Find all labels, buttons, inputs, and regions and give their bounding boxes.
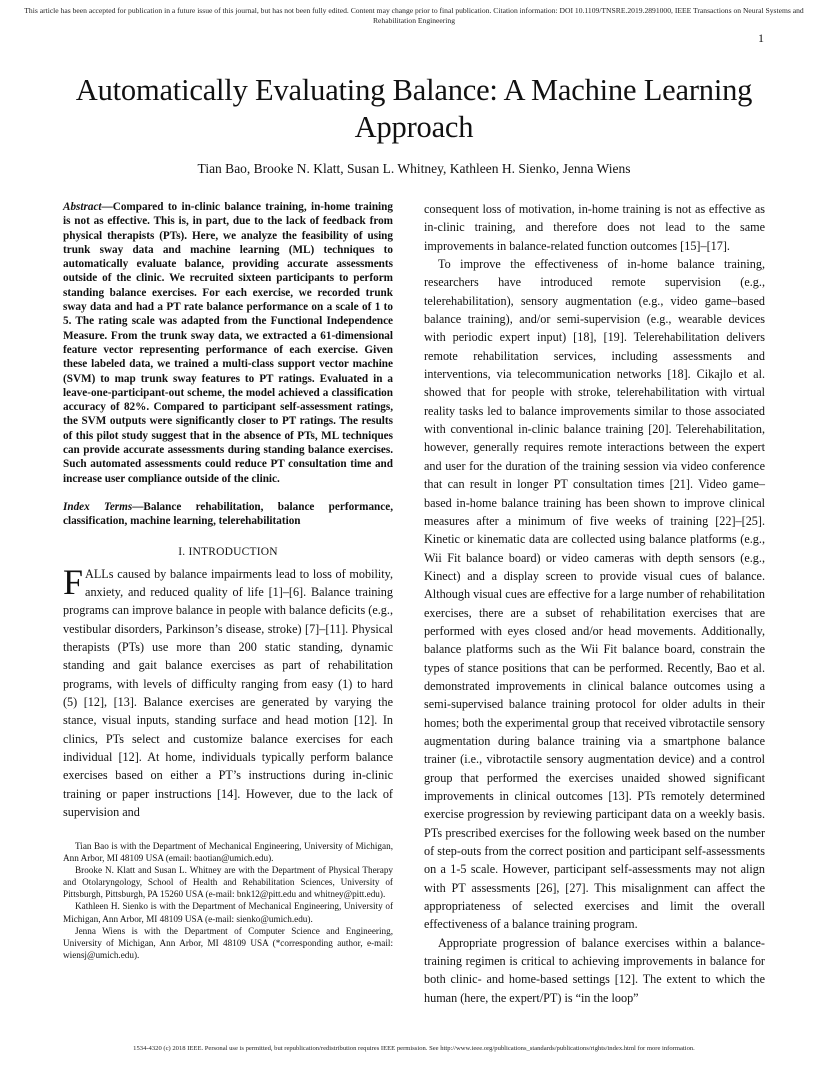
left-column [63,200,393,821]
drop-cap: F [63,561,84,602]
abstract-text: —Compared to in-clinic balance training, in-home training is not as effective. This is, in part, due to the lack of feedback from physical therapists (PTs). Here, we analyze the feasibility of using trunk sway data and machine learning (ML) techniques to automatically evaluate balance, providing accurate assessments outside of the clinic. We recruited sixteen participants to perform standing balance exercises. For each exercise, we recorded trunk sway data and had a PT rate balance performance on a scale of 1 to 5. The rating scale was adapted from the Functional Independence Measure. From the trunk sway data, we extracted a 61-dimensional feature vector representing performance of each exercise. Given these labeled data, we trained a multi-class support vector machine (SVM) to map trunk sway features to PT ratings. Evaluated in a leave-one-participant-out scheme, the model achieved a classification accuracy of 82%. Compared to participant self-assessment ratings, the SVM outputs were significantly closer to PT ratings. The results of this pilot study suggest that in the absence of PTs, ML techniques can provide accurate assessments during standing balance exercises. Such automated assessments could reduce PT consultation time and increase user compliance outside of the clinic. [63,201,393,485]
section-first-letter: I [188,545,193,558]
journal-header-note: This article has been accepted for publication in a future issue of this journal, but has not been fully edited. Content may change prior to final publication. Citation information: DOI 10.1109/TNSRE.2019.2891000, IEEE Transactions on Neural Systems and Rehabilitation Engineering [24,6,804,25]
intro-first-word: ALLs [85,566,114,581]
intro-paragraph [63,561,393,822]
footnote: Brooke N. Klatt and Susan L. Whitney are with the Department of Physical Therapy and Otolaryngology, School of Health and Rehabilitation Sciences, University of Pittsburgh, Pittsburgh, PA 15260 USA (e-mail: bnk12@pitt.edu and whitney@pitt.edu). [63,865,393,900]
author-list: Tian Bao, Brooke N. Klatt, Susan L. Whitney, Kathleen H. Sienko, Jenna Wiens [197,161,631,176]
paper-title: Automatically Evaluating Balance: A Machine Learning Approach [75,73,753,144]
body-paragraph: Appropriate progression of balance exercises within a balance-training regimen is critical to achieving improvements in balance for both clinic- and home-based settings [12]. The extent to which the human (here, the expert/PT) is “in the loop” [424,935,765,1005]
footnote: Jenna Wiens is with the Department of Computer Science and Engineering, University of Michigan, Ann Arbor, MI 48109 USA (*corresponding author, e-mail: wiensj@umich.edu). [63,925,393,960]
page-number: 1 [758,31,764,45]
body-paragraph: consequent loss of motivation, in-home training is not as effective as in-clinic training, and therefore does not lead to the same improvements in balance-related function outcomes [15]–[17]. [424,202,765,253]
abstract-label: Abstract [63,201,102,213]
section-heading-introduction [63,545,393,559]
section-number: I. [178,545,186,558]
author-footnotes [63,840,393,961]
index-terms-text: —Balance rehabilitation, balance performance, classification, machine learning, telerehabilitation [63,500,393,528]
copyright-footer: 1534-4320 (c) 2018 IEEE. Personal use is permitted, but republication/redistribution requires IEEE permission. See http://www.ieee.org/publications_standards/publications/rights/index.html for more information. [133,1045,695,1052]
body-paragraph: To improve the effectiveness of in-home balance training, researchers have introduced remote supervision (e.g., telerehabilitation), sensory augmentation (e.g., video game–based balance training), and/or semi-supervision (e.g., wearable devices with periodic expert input) [18], [19]. Telerehabilitation delivers remote rehabilitation services, including assessments and interventions, via telecommunication networks [18]. Cikajlo et al. showed that for people with stroke, telerehabilitation with virtual reality tasks led to balance improvements similar to those associated with conventional in-clinic balance training [20]. Telerehabilitation, however, generally requires remote interactions between the expert and user for the duration of the training session via video conference that can result in longer PT consultation times [21]. Video game–based in-home balance training has been shown to improve clinical measures after a minimum of five weeks of training [22]–[25]. Kinetic or kinematic data are collected using balance platforms (e.g., Wii Fit balance board) or video cameras with depth sensors (e.g., Kinect) and a display screen to provide visual cues of balance. Although visual cues are effective for a large number of rehabilitation exercises, there are a subset of rehabilitation exercises that are performed with eyes closed and/or head movements. Additionally, balance platforms such as the Wii Fit balance board, constrain the types of stance positions that can be performed. Recently, Bao et al. demonstrated improvements in clinical balance outcomes using a semi-supervised balance training protocol for older adults in their homes; both the experimental group that received vibrotactile sensory augmentation during balance training via a smartphone balance trainer (i.e., vibrotactile sensory augmentation device) and a control group that performed the exercises unaided showed significant improvements in clinical outcomes [13]. PTs remotely determined exercise progression by reviewing participant data on a weekly basis. PTs prescribed exercises for the following week based on the number of step-outs from the correct position and participant self-assessments on a 1-5 scale. However, participant self-assessments may not align with PT assessments [26], [27]. This misalignment can affect the appropriateness of selected exercises and limit the overall effectiveness of a balance training program. [424,257,765,932]
intro-text: caused by balance impairments lead to loss of mobility, anxiety, and reduced quality of life [1]–[6]. Balance training programs can improve balance in people with balance deficits (e.g., vestibular disorders, Parkinson’s disease, stroke) [7]–[11]. Physical therapists (PTs) use more than 200 static standing, dynamic standing and gait balance exercises as part of rehabilitation programs, with levels of difficulty ranging from easy (1) to hard (5) [12], [13]. Balance exercises are generated by varying the stance, visual inputs, standing surface and head motion [12]. In clinics, PTs select and customize balance exercises for each individual [12]. At home, individuals typically perform balance exercises based on either a PT’s instructions during in-clinic training or paper instructions [14]. However, due to the lack of supervision and [63,566,393,819]
section-title-rest: NTRODUCTION [192,545,278,558]
footnote: Tian Bao is with the Department of Mechanical Engineering, University of Michigan, Ann Arbor, MI 48109 USA (email: baotian@umich.edu). [63,841,393,864]
index-terms-label: Index Terms [63,500,133,513]
abstract [63,200,393,486]
footnote: Kathleen H. Sienko is with the Department of Mechanical Engineering, University of Michigan, Ann Arbor, MI 48109 USA (e-mail: sienko@umich.edu). [63,901,393,924]
index-terms [63,500,393,529]
right-column [424,200,765,1007]
